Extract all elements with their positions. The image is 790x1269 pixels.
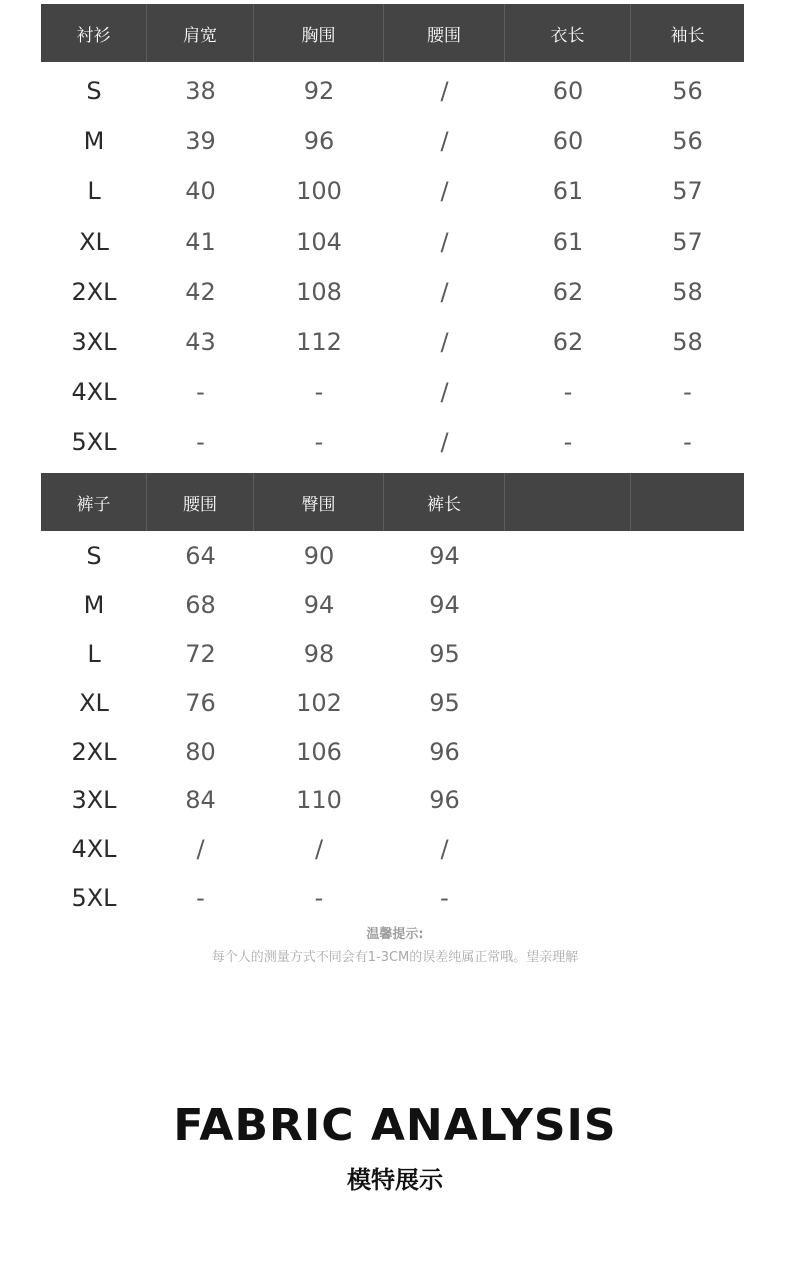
- header-cell: 裤长: [384, 473, 505, 531]
- table-row: [41, 417, 744, 467]
- size-label: L: [87, 639, 101, 668]
- notice-title: 温馨提示:: [366, 927, 424, 942]
- table-row: [41, 581, 744, 630]
- shirt-table-body: [41, 62, 744, 468]
- size-label: L: [87, 177, 101, 206]
- header-cell: 胸围: [254, 4, 384, 62]
- measurement-cell: 94: [429, 542, 460, 571]
- measurement-cell: 90: [303, 542, 335, 571]
- pants-table-body: [41, 531, 744, 922]
- measurement-cell: 62: [552, 328, 584, 357]
- header-cell: 衣长: [505, 4, 631, 62]
- header-cell: [631, 473, 744, 531]
- measurement-cell: -: [683, 378, 692, 407]
- measurement-cell: 68: [185, 591, 216, 620]
- measurement-cell: /: [440, 77, 449, 106]
- table-row: [41, 66, 744, 116]
- measurement-cell: 64: [185, 542, 216, 571]
- size-label: XL: [79, 688, 109, 717]
- table-row: [41, 367, 744, 417]
- measurement-cell: 58: [672, 328, 703, 357]
- measurement-cell: 56: [672, 77, 703, 106]
- size-label: 2XL: [71, 277, 117, 306]
- size-label: 3XL: [71, 328, 117, 357]
- size-label: S: [86, 77, 102, 106]
- measurement-cell: /: [440, 835, 449, 864]
- measurement-cell: 96: [303, 127, 335, 156]
- pants-table-header: [41, 473, 744, 531]
- fabric-analysis-heading: FABRIC ANALYSIS: [173, 1100, 617, 1151]
- size-label: 4XL: [71, 378, 117, 407]
- measurement-cell: /: [440, 127, 449, 156]
- table-row: [41, 825, 744, 874]
- shirt-table-header: [41, 4, 744, 62]
- measurement-cell: 72: [185, 639, 216, 668]
- measurement-cell: 108: [296, 277, 342, 306]
- header-cell: 衬衫: [41, 4, 147, 62]
- measurement-cell: /: [440, 227, 449, 256]
- measurement-cell: 42: [185, 277, 216, 306]
- header-cell: 腰围: [147, 473, 254, 531]
- measurement-cell: -: [563, 428, 573, 457]
- measurement-cell: 57: [672, 177, 703, 206]
- notice-text: 每个人的测量方式不同会有1-3CM的误差纯属正常哦。望亲理解: [211, 950, 579, 965]
- measurement-cell: 60: [552, 77, 584, 106]
- measurement-cell: 38: [185, 77, 216, 106]
- size-label: 3XL: [71, 786, 117, 815]
- measurement-cell: /: [440, 328, 449, 357]
- size-label: M: [83, 591, 105, 620]
- measurement-cell: 80: [185, 737, 216, 766]
- size-label: 4XL: [71, 835, 117, 864]
- measurement-cell: 43: [185, 328, 216, 357]
- measurement-cell: 62: [552, 277, 584, 306]
- measurement-cell: -: [196, 883, 205, 912]
- table-row: [41, 727, 744, 776]
- measurement-cell: -: [314, 428, 324, 457]
- measurement-cell: 92: [303, 77, 335, 106]
- table-row: [41, 317, 744, 367]
- measurement-cell: 39: [185, 127, 216, 156]
- measurement-cell: 98: [303, 639, 335, 668]
- header-cell: [505, 473, 631, 531]
- measurement-cell: /: [196, 835, 205, 864]
- measurement-cell: -: [683, 428, 692, 457]
- measurement-cell: 60: [552, 127, 584, 156]
- model-display-subheading: 模特展示: [347, 1166, 443, 1194]
- measurement-cell: 104: [296, 227, 342, 256]
- size-label: XL: [79, 227, 109, 256]
- table-row: [41, 166, 744, 216]
- measurement-cell: -: [196, 378, 205, 407]
- measurement-cell: 100: [296, 177, 342, 206]
- measurement-cell: 56: [672, 127, 703, 156]
- measurement-cell: /: [440, 277, 449, 306]
- header-cell: 肩宽: [147, 4, 254, 62]
- measurement-cell: -: [314, 883, 324, 912]
- shirt-size-table: [41, 4, 744, 468]
- table-row: [41, 532, 744, 581]
- measurement-cell: /: [440, 177, 449, 206]
- measurement-cell: /: [440, 378, 449, 407]
- measurement-cell: /: [440, 428, 449, 457]
- measurement-cell: 96: [429, 786, 460, 815]
- measurement-cell: 84: [185, 786, 216, 815]
- measurement-cell: 61: [552, 177, 584, 206]
- measurement-cell: -: [314, 378, 324, 407]
- table-row: [41, 678, 744, 727]
- header-cell: 腰围: [384, 4, 505, 62]
- measurement-cell: 57: [672, 227, 703, 256]
- measurement-cell: 94: [429, 591, 460, 620]
- measurement-cell: 41: [185, 227, 216, 256]
- size-label: 5XL: [71, 883, 117, 912]
- header-cell: 裤子: [41, 473, 147, 531]
- measurement-cell: 58: [672, 277, 703, 306]
- pants-size-table: [41, 473, 744, 922]
- table-row: [41, 776, 744, 825]
- measurement-cell: 95: [429, 639, 460, 668]
- table-row: [41, 267, 744, 317]
- measurement-cell: -: [440, 883, 449, 912]
- measurement-cell: -: [563, 378, 573, 407]
- measurement-cell: 112: [296, 328, 342, 357]
- measurement-cell: 61: [552, 227, 584, 256]
- measurement-cell: 96: [429, 737, 460, 766]
- measurement-cell: /: [314, 835, 324, 864]
- measurement-cell: 106: [296, 737, 342, 766]
- table-row: [41, 217, 744, 267]
- measurement-cell: -: [196, 428, 205, 457]
- table-row: [41, 630, 744, 679]
- header-cell: 臀围: [254, 473, 384, 531]
- size-label: 2XL: [71, 737, 117, 766]
- header-cell: 袖长: [670, 25, 705, 46]
- measurement-cell: 40: [185, 177, 216, 206]
- table-row: [41, 116, 744, 166]
- measurement-cell: 110: [296, 786, 342, 815]
- measurement-cell: 95: [429, 688, 460, 717]
- size-label: 5XL: [71, 428, 117, 457]
- measurement-cell: 76: [185, 688, 216, 717]
- size-label: S: [86, 542, 102, 571]
- table-row: [41, 874, 744, 923]
- measurement-cell: 94: [303, 591, 335, 620]
- size-label: M: [83, 127, 105, 156]
- measurement-cell: 102: [296, 688, 342, 717]
